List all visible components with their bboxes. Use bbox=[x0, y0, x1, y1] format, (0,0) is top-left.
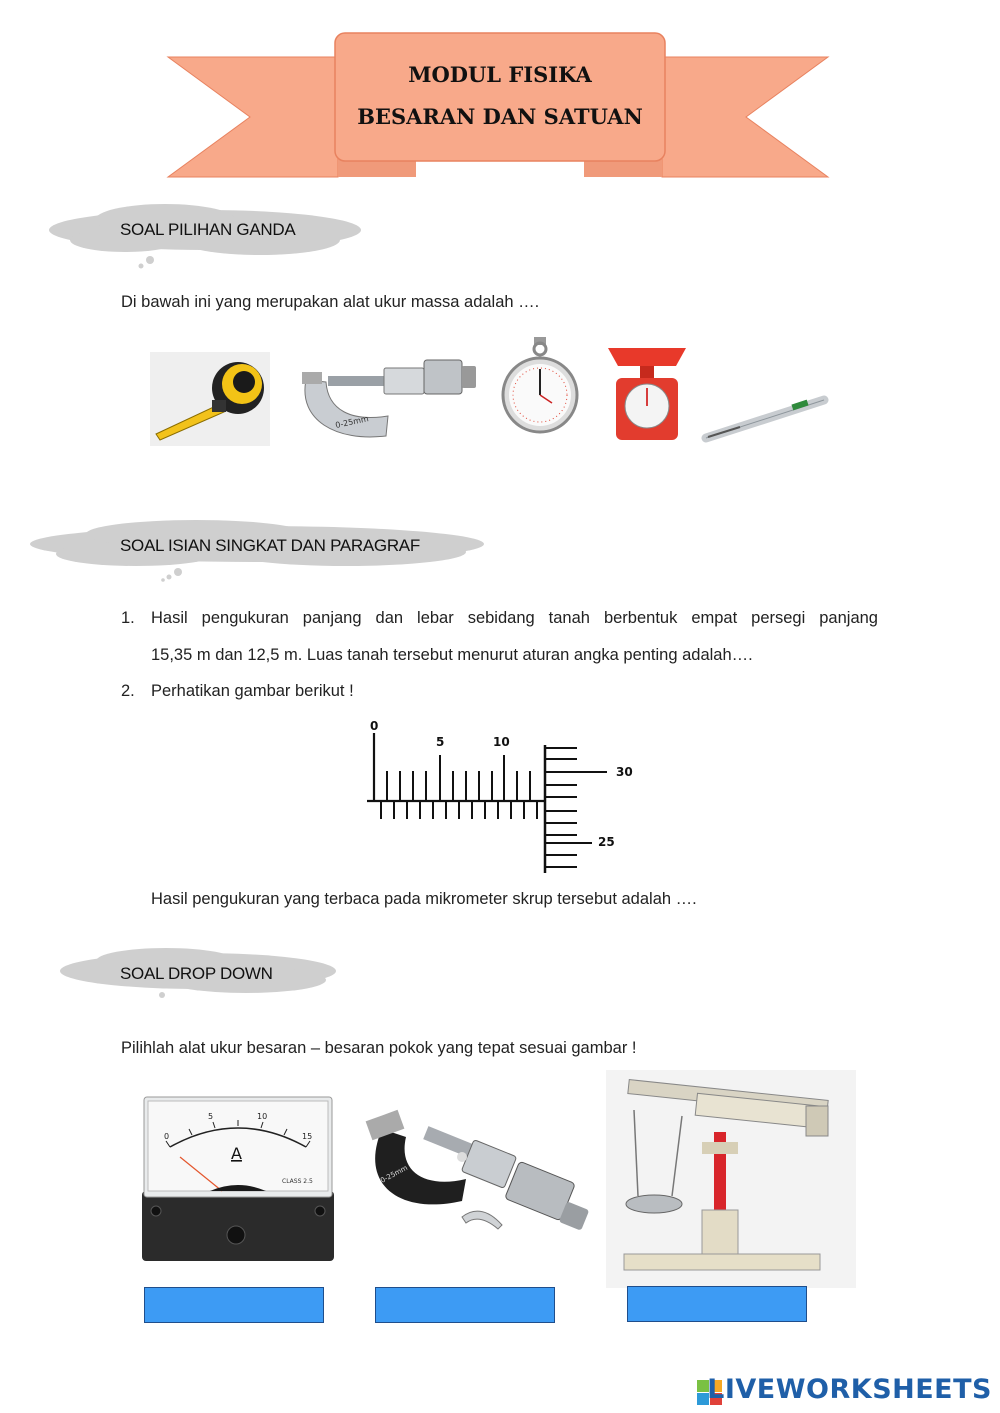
ammeter-scale-0: 0 bbox=[164, 1132, 170, 1141]
dropdown-question: Pilihlah alat ukur besaran – besaran pokok yang tepat sesuai gambar ! bbox=[121, 1039, 637, 1057]
ammeter-scale-10: 10 bbox=[257, 1112, 268, 1121]
banner-title-line2: BESARAN DAN SATUAN bbox=[357, 104, 643, 129]
ammeter-icon bbox=[140, 1095, 336, 1265]
dropdown-balance[interactable] bbox=[627, 1286, 807, 1322]
svg-text:0-25mm: 0-25mm bbox=[334, 414, 370, 430]
ammeter-scale-5: 5 bbox=[208, 1112, 214, 1121]
thimble-scale-label-30: 30 bbox=[616, 765, 633, 779]
micrometer-photo bbox=[362, 1105, 596, 1251]
thimble-scale-label-25: 25 bbox=[598, 835, 615, 849]
question-1-number: 1. bbox=[121, 609, 135, 627]
question-2-number: 2. bbox=[121, 682, 135, 700]
question-1-line1: Hasil pengukuran panjang dan lebar sebidang tanah berbentuk empat persegi panjang bbox=[151, 609, 878, 627]
kitchen-scale-icon[interactable] bbox=[606, 344, 688, 444]
thermometer-icon[interactable] bbox=[700, 392, 832, 444]
micrometer-photo-label: 0-25mm bbox=[379, 1163, 410, 1185]
triple-beam-balance-icon bbox=[606, 1070, 856, 1288]
dropdown-micrometer[interactable] bbox=[375, 1287, 555, 1323]
triple-beam-balance-image bbox=[606, 1070, 856, 1288]
main-scale-label-5: 5 bbox=[436, 735, 445, 749]
question-2-answer-prompt: Hasil pengukuran yang terbaca pada mikrometer skrup tersebut adalah …. bbox=[151, 890, 697, 908]
ammeter-image bbox=[140, 1095, 336, 1265]
question-1-line2: 15,35 m dan 12,5 m. Luas tanah tersebut menurut aturan angka penting adalah…. bbox=[151, 646, 753, 664]
pg-question: Di bawah ini yang merupakan alat ukur massa adalah …. bbox=[121, 293, 540, 311]
micrometer-scale-diagram bbox=[355, 715, 645, 880]
main-scale-label-0: 0 bbox=[370, 719, 379, 733]
ammeter-scale-15: 15 bbox=[302, 1132, 313, 1141]
stopwatch-icon[interactable] bbox=[500, 335, 580, 437]
banner-title-line1: MODUL FISIKA bbox=[408, 62, 592, 87]
section-title-pg: SOAL PILIHAN GANDA bbox=[120, 220, 296, 239]
section-title-isian: SOAL ISIAN SINGKAT DAN PARAGRAF bbox=[120, 536, 420, 555]
tape-measure-icon[interactable] bbox=[150, 352, 270, 446]
section-title-dropdown: SOAL DROP DOWN bbox=[120, 964, 273, 983]
micrometer-icon[interactable] bbox=[296, 350, 478, 442]
ammeter-symbol: A bbox=[231, 1144, 242, 1163]
ammeter-class-label: CLASS 2.5 bbox=[282, 1178, 313, 1185]
question-2-text: Perhatikan gambar berikut ! bbox=[151, 682, 354, 700]
main-scale-label-10: 10 bbox=[493, 735, 510, 749]
liveworksheets-brand: LIVEWORKSHEETS bbox=[707, 1374, 992, 1405]
micrometer-icon bbox=[362, 1105, 596, 1251]
dropdown-ammeter[interactable] bbox=[144, 1287, 324, 1323]
